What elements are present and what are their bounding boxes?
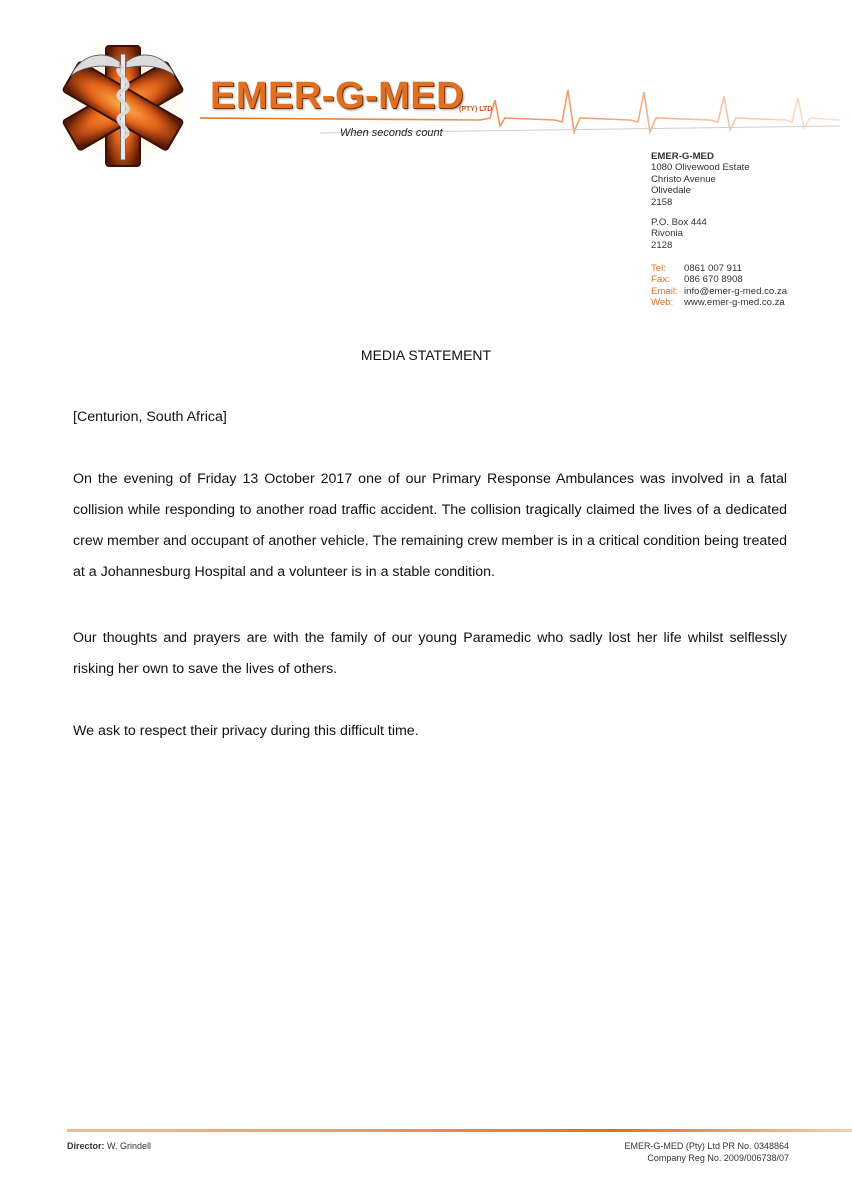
contact-fax <box>651 274 787 285</box>
address-line: Christo Avenue <box>651 173 716 185</box>
address-block <box>651 151 750 260</box>
address-org: EMER-G-MED <box>651 151 714 162</box>
postal-line: P.O. Box 444 <box>651 217 707 229</box>
footer-registration <box>624 1140 789 1164</box>
star-of-life-logo <box>48 28 198 178</box>
contact-web <box>651 297 787 308</box>
address-line: Olivedale <box>651 185 691 197</box>
contact-label: Email: <box>651 285 678 297</box>
address-line: 1080 Olivewood Estate <box>651 162 750 174</box>
pty-ltd-suffix: (PTY) LTD <box>459 106 493 113</box>
statement-paragraph-2: Our thoughts and prayers are with the family of our young Paramedic who sadly lost her life whilst selflessly risking her own to save the lives of others. <box>73 630 787 677</box>
brand-name: EMER-G-MED <box>210 75 465 117</box>
contact-block <box>651 263 787 309</box>
contact-label: Fax: <box>651 274 670 286</box>
contact-value: 0861 007 911 <box>684 263 742 274</box>
company-reg-number: Company Reg No. 2009/006738/07 <box>647 1153 789 1163</box>
statement-paragraph-1: On the evening of Friday 13 October 2017 one of our Primary Response Ambulances was involved in a fatal collision while responding to another road traffic accident. The collision tragically claimed the lives of a dedicated crew member and occupant of another vehicle. The remaining crew member is in a critical condition being treated at a Johannesburg Hospital and a volunteer is in a stable condition. <box>73 471 787 580</box>
postal-line: 2128 <box>651 239 673 251</box>
location-line: [Centurion, South Africa] <box>73 409 227 425</box>
statement-paragraph-3: We ask to respect their privacy during this difficult time. <box>73 723 419 739</box>
address-line: 2158 <box>651 196 673 208</box>
contact-value: www.emer-g-med.co.za <box>684 297 785 309</box>
contact-label: Web: <box>651 297 674 309</box>
postal-line: Rivonia <box>651 228 683 240</box>
footer-divider <box>67 1129 852 1132</box>
footer-director <box>67 1141 151 1151</box>
contact-label: Tel: <box>651 263 666 274</box>
document-title: MEDIA STATEMENT <box>360 347 492 363</box>
contact-value: info@emer-g-med.co.za <box>684 285 788 297</box>
tagline: When seconds count <box>340 127 443 139</box>
director-label: Director: <box>67 1141 105 1151</box>
director-name: W. Grindell <box>107 1141 152 1151</box>
contact-tel <box>651 263 787 274</box>
pr-number: EMER-G-MED (Pty) Ltd PR No. 0348864 <box>624 1141 789 1151</box>
contact-email <box>651 286 787 297</box>
contact-value: 086 670 8908 <box>684 274 743 286</box>
